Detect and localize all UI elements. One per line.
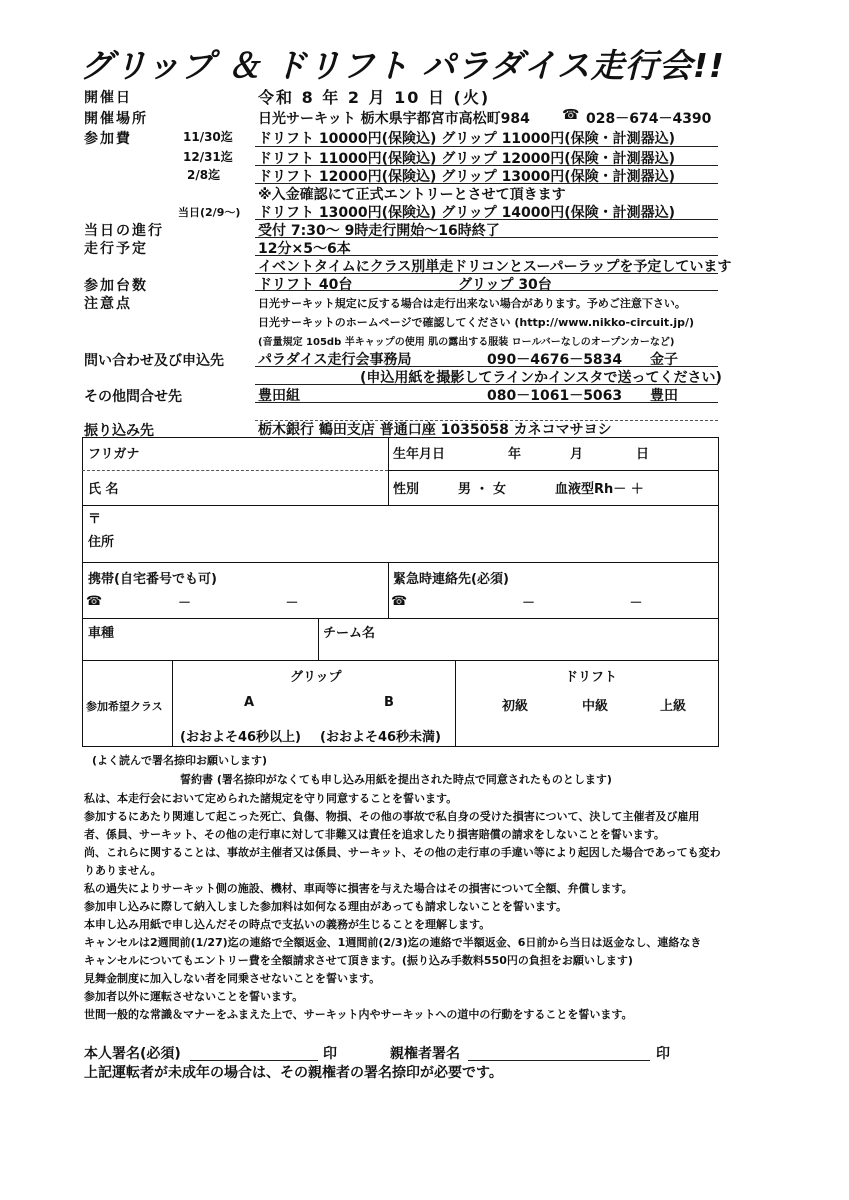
emergency-label: 緊急時連絡先(必須) [393,572,509,587]
venue-tel: 028－674－4390 [586,111,712,127]
venue-label: 開催場所 [84,111,148,127]
guardian-signature-field[interactable] [468,1060,650,1061]
birth-year-label: 年 [508,447,522,462]
pledge-line-10: キャンセルについてもエントリー費を全額請求させて頂きます。(振り込み手数料550円の負担をお願いします) [84,954,633,967]
fee-sameday-text: ドリフト 13000円(保険込) グリップ 14000円(保険・計測器込) [258,205,676,221]
pledge-line-1: 私は、本走行会において定められた諸規定を守り同意することを誓います。 [84,792,458,805]
other-org: 豊田組 [258,388,300,404]
schedule-line-3: イベントタイムにクラス別単走ドリコンとスーパーラップを予定しています [258,259,732,275]
self-signature-label: 本人署名(必須) [84,1046,181,1062]
pledge-line-3: 者、係員、サーキット、その他の走行車に対して非難又は責任を追求したり損害賠償の請求をしないことを誓います。 [84,828,665,841]
count-drift: ドリフト 40台 [258,277,353,293]
birthdate-label: 生年月日 [393,447,446,462]
count-grip: グリップ 30台 [458,277,552,293]
address-field[interactable] [150,508,710,558]
mobile-field[interactable]: － － [178,596,299,611]
sex-options[interactable]: 男 ・ 女 [458,482,507,497]
address-label: 住所 [88,535,115,550]
fee-label: 参加費 [84,131,132,147]
sex-label: 性別 [393,482,420,497]
self-seal-mark: 印 [323,1046,337,1062]
blood-type-field[interactable]: 血液型Rh－ ＋ [555,482,644,497]
fee-sameday-deadline: 当日(2/9～) [178,206,241,219]
birth-day-label: 日 [636,447,650,462]
contact-note: (申込用紙を撮影してラインかインスタで送ってください) [360,370,722,386]
drift-level-advanced[interactable]: 上級 [660,699,687,714]
bank-label: 振り込み先 [84,423,154,439]
venue-value: 日光サーキット 栃木県宇都宮市高松町984 [258,111,530,127]
pledge-line-7: 参加申し込みに際して納入しました参加料は如何なる理由があっても請求しないことを誓います。 [84,900,568,913]
other-name: 豊田 [650,388,678,404]
emergency-field[interactable]: － － [522,596,643,611]
schedule-label-1: 当日の進行 [84,223,164,239]
postal-mark: 〒 [88,512,102,527]
team-label: チーム名 [323,626,376,641]
notes-line-3: (音量規定 105db 半キャップの使用 肌の露出する服装 ロールバーなしのオープンカーなど) [258,337,675,348]
grip-header: グリップ [290,670,342,685]
mobile-phone-icon: ☎ [86,594,103,609]
contact-org: パラダイス走行会事務局 [258,352,412,368]
guardian-seal-mark: 印 [656,1046,670,1062]
grip-class-b[interactable]: B [384,695,394,710]
notes-label: 注意点 [84,296,132,312]
pledge-line-11: 見舞金制度に加入しない者を同乗させないことを誓います。 [84,972,381,985]
pledge-line-13: 世間一般的な常識＆マナーをふまえた上で、サーキット内やサーキットへの道中の行動をすることを誓います。 [84,1008,633,1021]
car-label: 車種 [88,626,115,641]
pledge-line-2: 参加するにあたり関連して起こった死亡、負傷、物損、その他の事故で私自身の受けた損害について、決して主催者及び雇用 [84,810,700,823]
team-field[interactable] [323,640,713,658]
pledge-line-8: 本申し込み用紙で申し込んだその時点で支払いの義務が生じることを理解します。 [84,918,491,931]
other-contact-label: その他問合せ先 [84,389,182,405]
fee-deadline-2: 12/31迄 [183,150,233,164]
drift-header: ドリフト [565,670,618,685]
pledge-line-6: 私の過失によりサーキット側の施設、機材、車両等に損害を与えた場合はその損害について全額、弁償します。 [84,882,633,895]
date-value: 令和 8 年 2 月 10 日 (火) [258,88,491,107]
grip-class-a[interactable]: A [244,695,255,710]
name-field[interactable] [88,475,384,503]
pledge-line-5: りありません。 [84,864,162,877]
read-note: (よく読んで署名捺印お願いします) [92,754,268,767]
car-field[interactable] [88,640,313,658]
notes-line-1: 日光サーキット規定に反する場合は走行出来ない場合があります。予めご注意下さい。 [258,297,686,310]
schedule-line-2: 12分×5～6本 [258,241,351,257]
notes-line-2: 日光サーキットのホームページで確認してください (http://www.nikko-circuit.jp/) [258,316,695,329]
page-title: グリップ ＆ ドリフト パラダイス走行会!! [80,46,725,85]
furigana-field[interactable] [88,440,384,468]
self-signature-field[interactable] [190,1060,318,1061]
schedule-label-2: 走行予定 [84,241,148,257]
grip-class-b-note: (おおよそ46秒未満) [320,730,441,745]
venue-phone-icon: ☎ [562,107,580,123]
name-label: 氏 名 [88,482,119,497]
fee-deadline-3: 2/8迄 [187,168,221,182]
contact-label: 問い合わせ及び申込先 [84,353,224,369]
contact-tel: 090－4676－5834 [487,352,623,368]
bank-value: 栃木銀行 鶴田支店 普通口座 1035058 カネコマサヨシ [258,422,612,438]
drift-level-intermediate[interactable]: 中級 [582,699,609,714]
count-label: 参加台数 [84,278,148,294]
pledge-line-9: キャンセルは2週間前(1/27)迄の連絡で全額返金、1週間前(2/3)迄の連絡で半額返金、6日前から当日は返金なし、連絡なき [84,936,702,949]
class-label: 参加希望クラス [86,700,163,713]
emergency-phone-icon: ☎ [391,594,408,609]
grip-class-a-note: (おおよそ46秒以上) [180,730,301,745]
fee-note: ※入金確認にて正式エントリーとさせて頂きます [258,187,566,203]
fee-deadline-1: 11/30迄 [183,130,233,144]
contact-name: 金子 [650,352,678,368]
date-label: 開催日 [84,90,132,106]
pledge-line-4: 尚、これらに関することは、事故が主催者又は係員、サーキット、その他の走行車の手違い等により起因した場合であっても変わ [84,846,721,859]
guardian-signature-label: 親権者署名 [390,1046,460,1062]
fee-text-2: ドリフト 11000円(保険込) グリップ 12000円(保険・計測器込) [258,151,676,167]
pledge-heading: 誓約書 (署名捺印がなくても申し込み用紙を提出された時点で同意されたものとします) [180,773,612,786]
minor-note: 上記運転者が未成年の場合は、その親権者の署名捺印が必要です。 [84,1065,503,1081]
pledge-line-12: 参加者以外に運転させないことを誓います。 [84,990,304,1003]
furigana-label: フリガナ [88,447,140,462]
fee-text-1: ドリフト 10000円(保険込) グリップ 11000円(保険・計測器込) [258,131,676,147]
schedule-line-1: 受付 7:30～ 9時走行開始～16時終了 [258,223,500,239]
fee-text-3: ドリフト 12000円(保険込) グリップ 13000円(保険・計測器込) [258,169,676,185]
other-tel: 080－1061－5063 [487,388,623,404]
mobile-label: 携帯(自宅番号でも可) [88,572,217,587]
birth-month-label: 月 [570,447,584,462]
drift-level-beginner[interactable]: 初級 [502,699,529,714]
